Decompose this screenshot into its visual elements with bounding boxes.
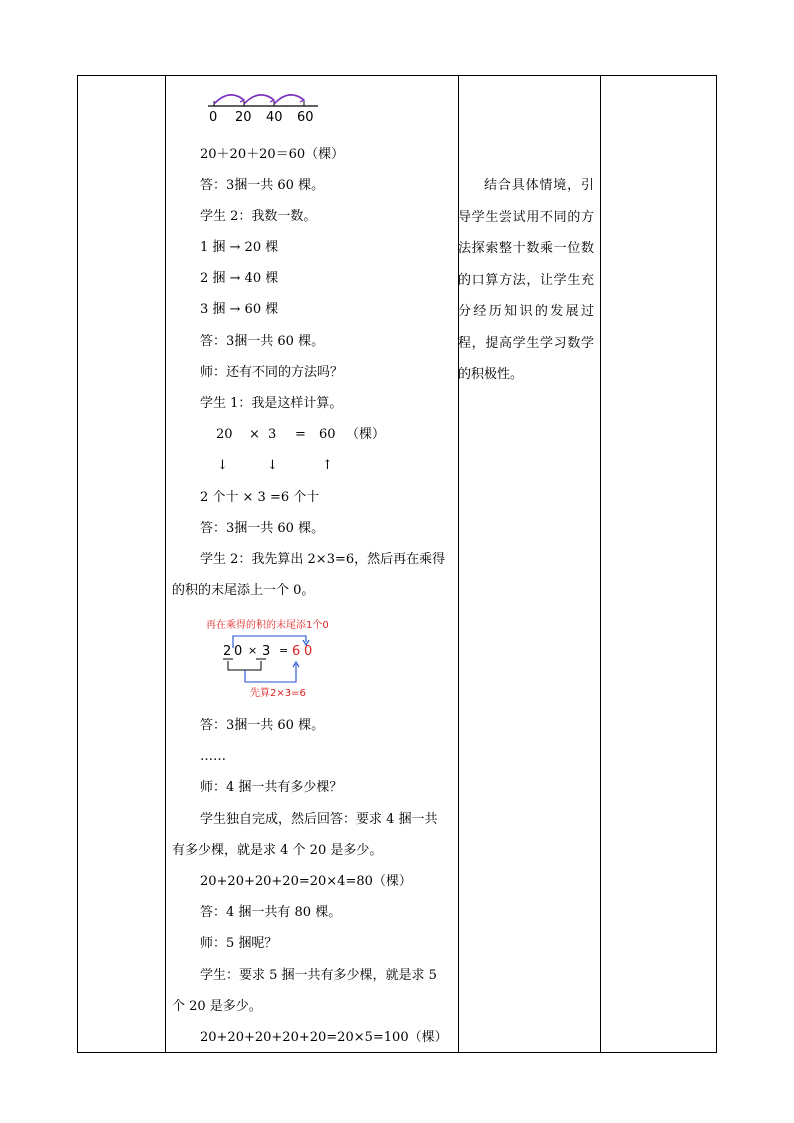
jump-arc (244, 95, 274, 104)
jump-arc (214, 95, 244, 104)
tick-label: 20 (235, 110, 252, 125)
down-arrow: ↓ (217, 458, 228, 473)
tick-label: 60 (297, 110, 314, 125)
text-token: 20 (216, 427, 233, 442)
text-token: = (295, 427, 306, 442)
eq-result-digit: 0 (304, 644, 313, 659)
down-arrow: ↓ (267, 458, 278, 473)
eq-digit: 2 (223, 644, 232, 659)
text-line: 学生 1：我是这样计算。 (200, 396, 343, 411)
tick-label: 40 (266, 110, 283, 125)
eq-result-digit: 6 (292, 644, 301, 659)
text-token: × (249, 427, 260, 442)
tick-label: 0 (209, 110, 218, 125)
text-line: …… (200, 749, 226, 764)
design-note-text: 结合具体情境，引导学生尝试用不同的方法探索整十数乘一位数的口算方法，让学生充分经历知识的发展过程，提高学生学习数学的积极性。 (458, 178, 594, 382)
text-line: 3 捆 → 60 棵 (200, 302, 279, 317)
text-line: 师：4 捆一共有多少棵？ (200, 780, 343, 795)
eq-operator: × (248, 644, 258, 657)
text-line: 有多少棵，就是求 4 个 20 是多少。 (172, 843, 383, 858)
design-note (458, 170, 594, 391)
text-line: 学生独自完成，然后回答：要求 4 捆一共 (200, 812, 438, 827)
text-line: 20+20+20+20=20×4=80（棵） (200, 874, 412, 889)
eq-digit: 3 (262, 644, 271, 659)
eq-operator: = (279, 644, 289, 657)
text-token: 3 (268, 427, 277, 442)
diagram-top-label: 再在乘得的积的末尾添1个0 (206, 620, 329, 631)
text-line: 答：3捆一共 60 棵。 (200, 521, 325, 536)
eq-digit: 0 (234, 644, 243, 659)
text-line: 师：5 捆呢？ (200, 936, 278, 951)
text-line: 学生 2：我先算出 2×3=6，然后再在乘得 (200, 552, 446, 567)
text-line: 2 捆 → 40 棵 (200, 271, 279, 286)
text-line: 1 捆 → 20 棵 (200, 240, 279, 255)
jump-arc (274, 95, 304, 104)
up-arrow: ↑ (322, 458, 333, 473)
text-line: 师：还有不同的方法吗？ (200, 365, 344, 380)
text-line: 答：3捆一共 60 棵。 (200, 178, 325, 193)
text-line: 2 个十 × 3 =6 个十 (200, 490, 320, 505)
column-divider (165, 76, 166, 1052)
text-token: 60 (319, 427, 336, 442)
text-line: 学生 2：我数一数。 (200, 209, 317, 224)
column-divider (600, 76, 601, 1052)
text-line: 个 20 是多少。 (172, 999, 262, 1014)
text-line: 的积的末尾添上一个 0。 (172, 583, 315, 598)
diagram-bottom-label: 先算2×3=6 (250, 688, 306, 699)
text-line: 答：3捆一共 60 棵。 (200, 334, 325, 349)
text-token: （棵） (346, 427, 386, 442)
text-line: 20＋20＋20＝60（棵） (200, 147, 345, 162)
text-line: 20+20+20+20+20=20×5=100（棵） (200, 1030, 448, 1045)
text-line: 答：4 捆一共有 80 棵。 (200, 905, 342, 920)
text-line: 学生：要求 5 捆一共有多少棵，就是求 5 (200, 968, 437, 983)
text-line: 答：3捆一共 60 棵。 (200, 718, 325, 733)
